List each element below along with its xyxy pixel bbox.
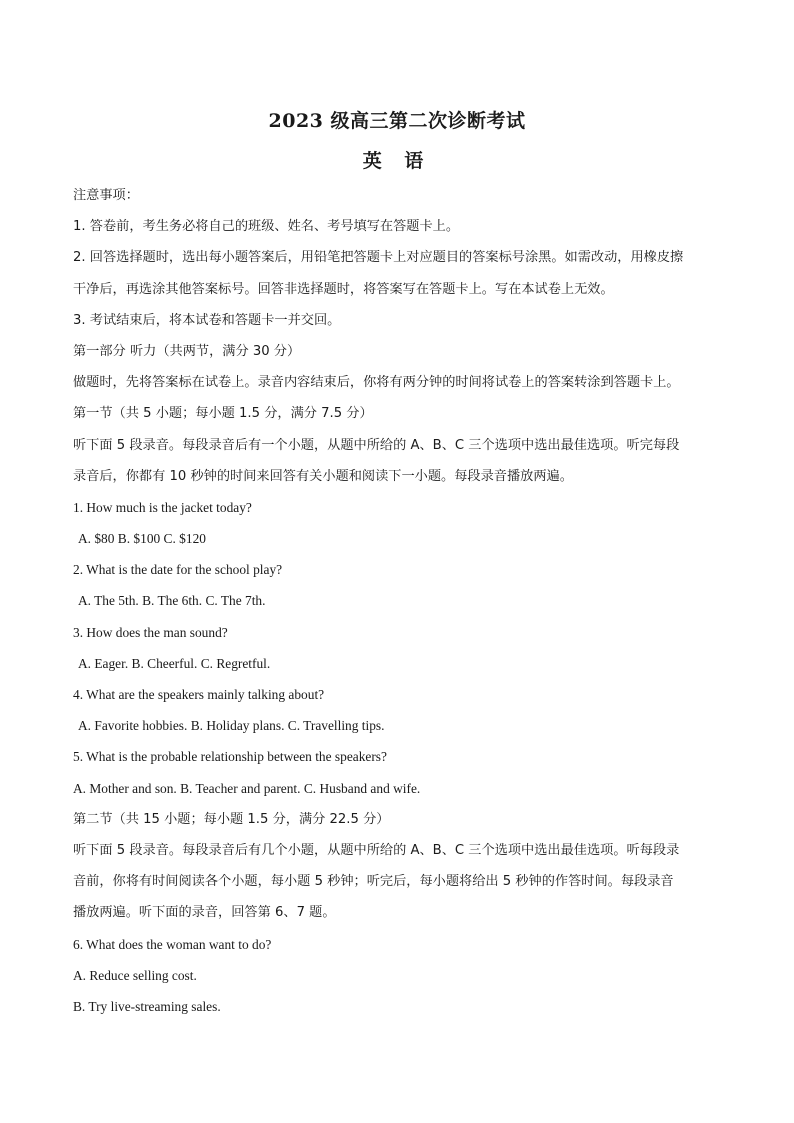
section2-instruction: 听下面 5 段录音。每段录音后有几个小题，从题中所给的 A、B、C 三个选项中选出最佳选项。听每段录 xyxy=(73,842,680,858)
notice-item: 干净后，再选涂其他答案标号。回答非选择题时，将答案写在答题卡上。写在本试卷上无效。 xyxy=(73,281,614,297)
question-option: B. Try live-streaming sales. xyxy=(73,998,221,1014)
question-options: A. Favorite hobbies. B. Holiday plans. C. Travelling tips. xyxy=(78,718,385,734)
section1-instruction: 听下面 5 段录音。每段录音后有一个小题，从题中所给的 A、B、C 三个选项中选出最佳选项。听完每段 xyxy=(73,437,680,453)
notice-item: 3. 考试结束后，将本试卷和答题卡一并交回。 xyxy=(73,312,341,328)
part1-instruction: 做题时，先将答案标在试卷上。录音内容结束后，你将有两分钟的时间将试卷上的答案转涂到答题卡上。 xyxy=(73,375,680,391)
question-options: A. Eager. B. Cheerful. C. Regretful. xyxy=(78,655,271,671)
section1-instruction: 录音后，你都有 10 秒钟的时间来回答有关小题和阅读下一小题。每段录音播放两遍。 xyxy=(73,468,573,484)
question-options: A. $80 B. $100 C. $120 xyxy=(78,531,206,547)
exam-body xyxy=(73,183,725,1025)
question-options: A. Mother and son. B. Teacher and parent. C. Husband and wife. xyxy=(73,780,421,796)
question-text: 3. How does the man sound? xyxy=(73,624,228,640)
notice-item: 1. 答卷前，考生务必将自己的班级、姓名、考号填写在答题卡上。 xyxy=(73,219,460,235)
question-options: A. The 5th. B. The 6th. C. The 7th. xyxy=(78,593,266,609)
question-option: A. Reduce selling cost. xyxy=(73,967,197,983)
part1-heading: 第一部分 听力（共两节，满分 30 分） xyxy=(73,343,301,359)
section2-instruction: 音前，你将有时间阅读各个小题，每小题 5 秒钟；听完后，每小题将给出 5 秒钟的作答时间。每段录音 xyxy=(73,874,674,890)
section2-heading: 第二节（共 15 小题；每小题 1.5 分，满分 22.5 分） xyxy=(73,811,390,827)
question-text: 2. What is the date for the school play? xyxy=(73,562,283,578)
notice-item: 2. 回答选择题时，选出每小题答案后，用铅笔把答题卡上对应题目的答案标号涂黑。如需改动，用橡皮擦 xyxy=(73,250,684,266)
section1-heading: 第一节（共 5 小题；每小题 1.5 分，满分 7.5 分） xyxy=(73,406,373,422)
question-text: 6. What does the woman want to do? xyxy=(73,936,272,952)
question-text: 5. What is the probable relationship between the speakers? xyxy=(73,749,387,765)
exam-subject: 英 语 xyxy=(362,150,432,172)
question-text: 1. How much is the jacket today? xyxy=(73,499,252,515)
exam-title: 2023 级高三第二次诊断考试 xyxy=(268,110,526,132)
section2-instruction: 播放两遍。听下面的录音，回答第 6、7 题。 xyxy=(73,905,336,921)
notice-heading: 注意事项： xyxy=(73,188,139,203)
question-text: 4. What are the speakers mainly talking about? xyxy=(73,687,325,702)
